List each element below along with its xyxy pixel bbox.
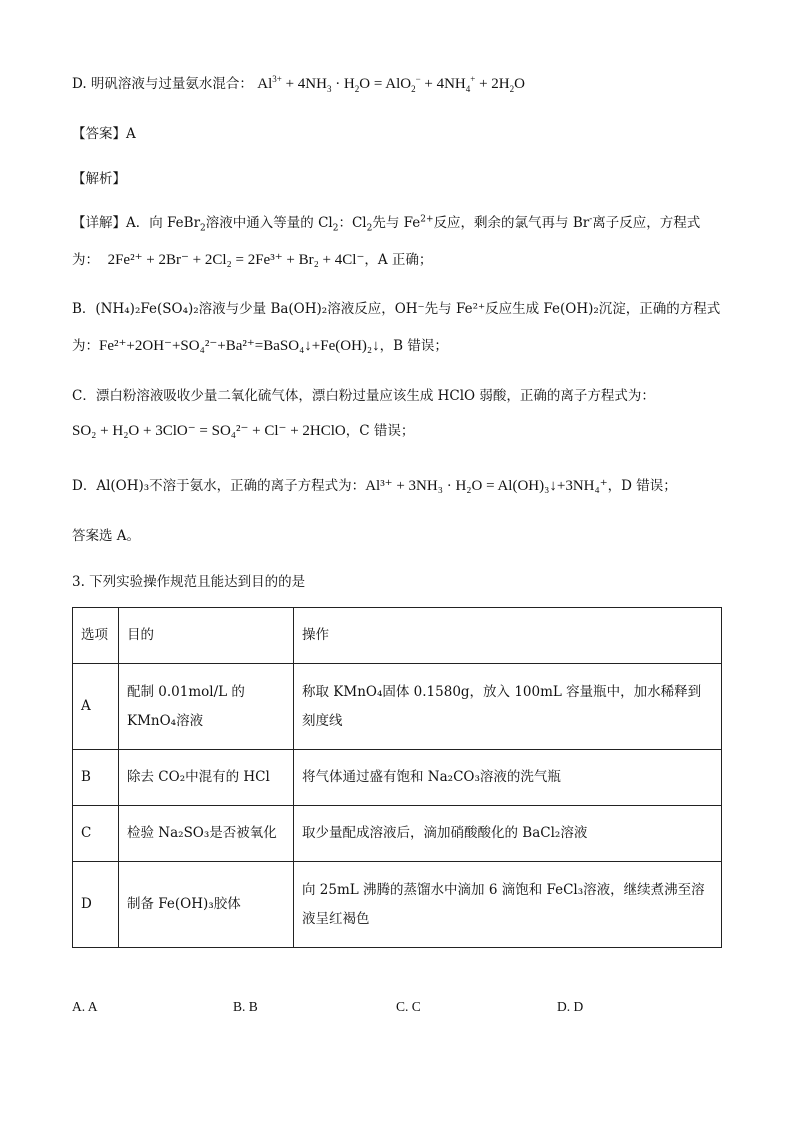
table-row xyxy=(73,862,722,948)
choice-a[interactable]: A. A xyxy=(72,999,98,1014)
option-d-equation: $Al^{3+} + 4NH_3 \cdot H_2O = AlO_2^- + 4NH_4^+ + 2H_2O$ xyxy=(257,74,525,94)
choice-b[interactable]: B. B xyxy=(233,999,258,1014)
detail-b-equation: Fe²⁺+2OH⁻+SO₄²⁻+Ba²⁺=BaSO₄↓+Fe(OH)₂↓ xyxy=(99,338,380,354)
row-purpose: 检验 Na₂SO₃是否被氧化 xyxy=(119,806,294,862)
table-row xyxy=(73,750,722,806)
table-row xyxy=(73,806,722,862)
header-operation: 操作 xyxy=(294,608,722,664)
row-option: B xyxy=(73,750,119,806)
detail-c-line1: C．漂白粉溶液吸收少量二氧化硫气体，漂白粉过量应该生成 HClO 弱酸，正确的离子方程式为： xyxy=(72,388,655,404)
detail-d-line1: D．Al(OH)₃不溶于氨水，正确的离子方程式为：Al³⁺ + 3NH₃ · H₂O = Al(OH)₃↓+3NH₄⁺，D 错误； xyxy=(72,478,677,494)
row-option: A xyxy=(73,664,119,750)
operations-table xyxy=(72,607,722,948)
detail-b-line1: B．(NH₄)₂Fe(SO₄)₂溶液与少量 Ba(OH)₂溶液反应，OH⁻先与 Fe²⁺反应生成 Fe(OH)₂沉淀，正确的方程式 xyxy=(72,301,721,317)
row-operation: 将气体通过盛有饱和 Na₂CO₃溶液的洗气瓶 xyxy=(294,750,722,806)
detail-conclusion: 答案选 A。 xyxy=(72,528,141,544)
row-option: C xyxy=(73,806,119,862)
detail-c-line2: SO₂ + H₂O + 3ClO⁻ = SO₄²⁻ + Cl⁻ + 2HClO，C 错误； xyxy=(72,423,415,439)
row-option: D xyxy=(73,862,119,948)
analysis-label: 【解析】 xyxy=(72,171,126,187)
row-operation: 取少量配成溶液后，滴加硝酸酸化的 BaCl₂溶液 xyxy=(294,806,722,862)
header-purpose: 目的 xyxy=(119,608,294,664)
row-purpose: 除去 CO₂中混有的 HCl xyxy=(119,750,294,806)
choice-c[interactable]: C. C xyxy=(396,999,421,1014)
question3-stem: 3. 下列实验操作规范且能达到目的的是 xyxy=(72,574,306,590)
detail-a-line1: 【详解】A．向 FeBr$_2$溶液中通入等量的 $Cl_2$：$Cl_2$先与 $Fe^{2+}$反应，剩余的氯气再与 Br-离子反应，方程式 xyxy=(72,214,701,234)
header-option: 选项 xyxy=(73,608,119,664)
detail-c-equation: SO₂ + H₂O + 3ClO⁻ = SO₄²⁻ + Cl⁻ + 2HClO xyxy=(72,423,346,439)
detail-b-line2: 为：Fe²⁺+2OH⁻+SO₄²⁻+Ba²⁺=BaSO₄↓+Fe(OH)₂↓，B 错误； xyxy=(72,338,448,354)
row-operation: 称取 KMnO₄固体 0.1580g，放入 100mL 容量瓶中，加水稀释到刻度线 xyxy=(294,664,722,750)
row-operation: 向 25mL 沸腾的蒸馏水中滴加 6 滴饱和 FeCl₃溶液，继续煮沸至溶液呈红褐色 xyxy=(294,862,722,948)
detail-a-line2: 为： 2Fe²⁺ + 2Br⁻ + 2Cl₂ = 2Fe³⁺ + Br₂ + 4Cl⁻，A 正确； xyxy=(72,252,433,268)
table-row xyxy=(73,664,722,750)
answer-label: 【答案】A xyxy=(72,126,136,142)
option-d-line xyxy=(72,72,525,93)
row-purpose: 制备 Fe(OH)₃胶体 xyxy=(119,862,294,948)
row-purpose: 配制 0.01mol/L 的 KMnO₄溶液 xyxy=(119,664,294,750)
detail-a-equation: 2Fe²⁺ + 2Br⁻ + 2Cl₂ = 2Fe³⁺ + Br₂ + 4Cl⁻ xyxy=(107,252,365,268)
detail-d-equation: Al³⁺ + 3NH₃ · H₂O = Al(OH)₃↓+3NH₄⁺ xyxy=(365,478,608,494)
table-header-row xyxy=(73,608,722,664)
choice-d[interactable]: D. D xyxy=(557,999,584,1014)
option-d-label: D. 明矾溶液与过量氨水混合： xyxy=(72,76,253,92)
